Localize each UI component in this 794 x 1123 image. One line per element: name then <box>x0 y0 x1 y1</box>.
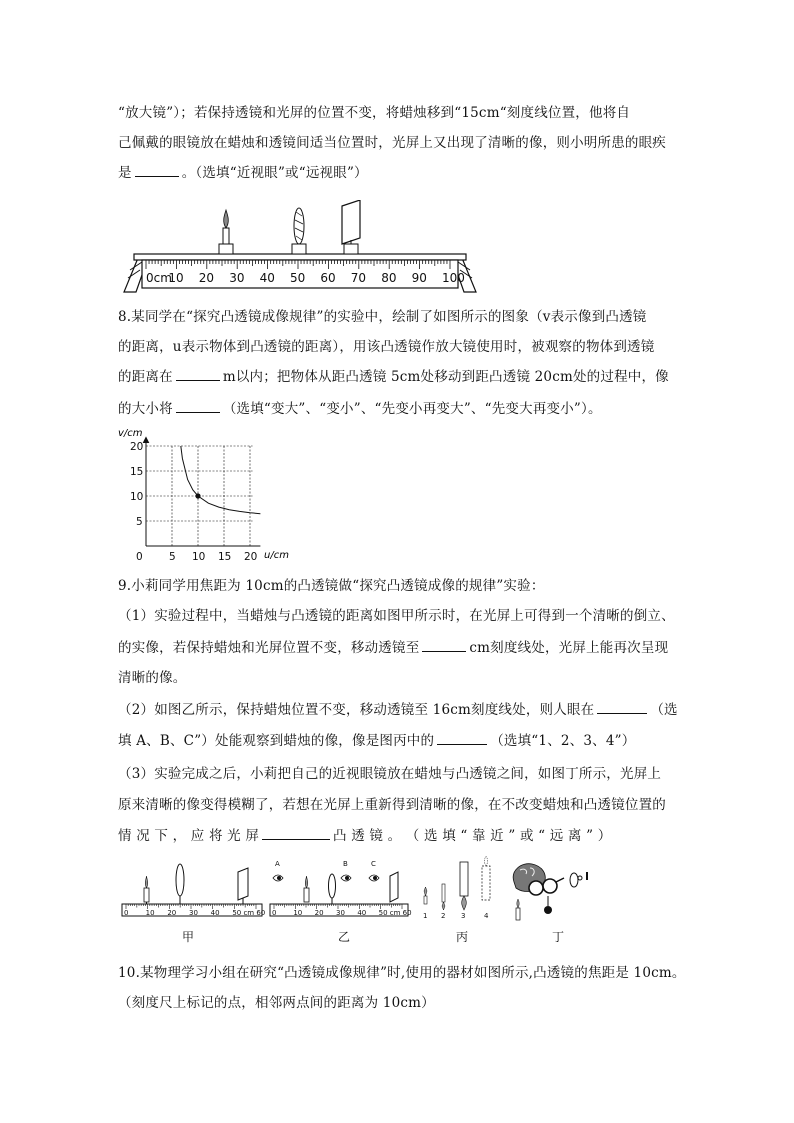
candle-icon <box>304 876 309 902</box>
q9-line6-prefix: 填 A、B、C”）处能观察到蜡烛的像，像是图丙中的 <box>118 733 435 749</box>
bench-ruler-label: 10 <box>168 271 184 285</box>
q9-text-line8: 原来清晰的像变得模糊了，若想在光屏上重新得到清晰的像，在不改变蜡烛和凸透镜位置的 <box>118 797 666 813</box>
q9-line5-suffix: （选 <box>650 702 678 718</box>
q7-text-line3 <box>118 161 368 181</box>
chart-y-tick-label: 10 <box>130 491 144 503</box>
small-ruler-label: 20 <box>314 909 324 917</box>
candle-image-2-icon <box>442 884 445 910</box>
q9-line6-suffix: （选填“1、2、3、4”） <box>490 733 636 749</box>
chart-x-axis-label: u/cm <box>264 550 289 561</box>
q9-answer-blank-2[interactable] <box>597 701 647 714</box>
convex-lens-icon <box>292 208 306 254</box>
chart-y-axis-label: v/cm <box>118 428 143 439</box>
q9-line5-prefix: （2）如图乙所示，保持蜡烛位置不变，移动透镜至 16cm刻度线处，则人眼在 <box>118 702 595 718</box>
bench-ruler-label: 30 <box>229 271 245 285</box>
eye-pupil-icon <box>345 876 349 880</box>
q9-text-line5 <box>118 698 678 718</box>
eye-pupil-icon <box>373 876 377 880</box>
light-screen-icon <box>544 896 552 914</box>
chart-series-line <box>181 446 261 514</box>
small-ruler-label: 50 cm 60 <box>232 909 266 917</box>
small-ruler-label: 30 <box>189 909 198 917</box>
convex-lens-icon <box>570 872 588 887</box>
bench-ruler-label: 70 <box>350 271 367 285</box>
q8-text-line3 <box>118 365 669 385</box>
eye-position-label: C <box>371 860 376 868</box>
light-screen-icon <box>342 200 360 254</box>
hand-holding-glasses-icon <box>513 864 564 895</box>
q8-text-line1: 8.某同学在“探究凸透镜成像规律”的实验中，绘制了如图所示的图象（v表示像到凸透镜 <box>118 309 647 325</box>
q9-answer-blank-4[interactable] <box>262 827 330 840</box>
q8-answer-blank-2[interactable] <box>176 400 220 413</box>
q9-line9-suffix: 凸 透 镜 。 （ 选 填 “ 靠 近 ” 或 “ 远 离 ” ） <box>333 828 612 844</box>
q7-line3-suffix: 。（选填“近视眼”或“远视眼”） <box>181 165 368 181</box>
q9-answer-blank-3[interactable] <box>437 732 487 745</box>
caption-bing: 丙 <box>456 930 469 944</box>
q9-text-line1: 9.小莉同学用焦距为 10cm的凸透镜做“探究凸透镜成像的规律”实验： <box>118 578 545 594</box>
eye-pupil-icon <box>277 876 281 880</box>
small-ruler-label: 20 <box>167 909 177 917</box>
q8-answer-blank-1[interactable] <box>176 368 220 381</box>
q9-answer-blank-1[interactable] <box>422 639 466 652</box>
v-u-graph <box>112 424 312 564</box>
image-option-label: 3 <box>461 912 466 920</box>
q8-line4-prefix: 的大小将 <box>118 401 173 417</box>
figure-jia <box>122 864 265 917</box>
small-ruler-label: 10 <box>145 909 155 917</box>
image-option-label: 4 <box>484 912 489 920</box>
candle-image-3-icon <box>460 862 468 910</box>
small-ruler-label: 40 <box>210 909 220 917</box>
q8-text-line2: 的距离，u表示物体到凸透镜的距离），用该凸透镜作放大镜使用时，被观察的物体到透镜 <box>118 339 655 355</box>
candle-icon <box>144 876 149 904</box>
q8-line3-suffix: m以内；把物体从距凸透镜 5cm处移动到距凸透镜 20cm处的过程中，像 <box>222 369 669 385</box>
bench-ruler-label: 80 <box>381 271 397 285</box>
figure-yi <box>270 860 412 917</box>
chart-y-tick-label: 5 <box>136 516 143 528</box>
small-ruler-label: 10 <box>293 909 303 917</box>
eye-position-label: B <box>343 860 348 868</box>
chart-x-tick-label: 0 <box>136 551 143 563</box>
eye-position-label: A <box>275 860 280 868</box>
candle-image-1-icon <box>424 887 427 904</box>
figure-bing <box>423 856 490 920</box>
chart-marked-point <box>195 493 200 498</box>
optical-bench-figure <box>120 200 480 296</box>
q9-text-line4: 清晰的像。 <box>118 670 187 686</box>
bench-ruler-label: 60 <box>320 271 336 285</box>
chart-y-arrow <box>144 438 149 443</box>
bench-ruler-label: 90 <box>411 271 427 285</box>
chart-x-tick-label: 20 <box>244 551 258 563</box>
q9-text-line6 <box>118 729 635 749</box>
bench-ruler-label: 20 <box>198 271 215 285</box>
bench-ruler-label: 40 <box>259 271 275 285</box>
candle-image-4-icon <box>482 856 490 900</box>
small-ruler-label: 0 <box>272 909 277 917</box>
chart-y-tick-label: 20 <box>130 441 144 453</box>
chart-x-tick-label: 5 <box>169 551 176 563</box>
light-screen-icon <box>390 872 398 902</box>
caption-yi: 乙 <box>338 930 351 944</box>
bench-ruler-label: 0cm <box>146 271 172 285</box>
chart-y-tick-label: 15 <box>130 466 144 478</box>
small-ruler-label: 30 <box>336 909 345 917</box>
q9-text-line9 <box>118 824 611 844</box>
q8-line4-suffix: （选填“变大”、“变小”、“先变小再变大”、“先变大再变小”）。 <box>222 401 602 417</box>
q10-text-line2: （刻度尺上标记的点，相邻两点间的距离为 10cm） <box>118 995 435 1011</box>
q9-line3-prefix: 的实像，若保持蜡烛和光屏位置不变，移动透镜至 <box>118 640 420 656</box>
q9-text-line3 <box>118 636 668 656</box>
q7-answer-blank[interactable] <box>135 164 179 177</box>
bench-ruler-label: 50 <box>290 271 306 285</box>
q9-line3-suffix: cm刻度线处，光屏上能再次呈现 <box>469 640 669 656</box>
small-ruler-label: 40 <box>357 909 367 917</box>
convex-lens-icon <box>176 864 184 904</box>
image-option-label: 2 <box>441 912 446 920</box>
candle-icon <box>219 210 233 254</box>
q7-text-line2: 己佩戴的眼镜放在蜡烛和透镜间适当位置时，光屏上又出现了清晰的像，则小明所患的眼疾 <box>118 135 666 151</box>
chart-x-tick-label: 10 <box>192 551 206 563</box>
small-ruler-label: 0 <box>124 909 129 917</box>
q7-text-line1: “放大镜”）；若保持透镜和光屏的位置不变，将蜡烛移到“15cm“刻度线位置，他将自 <box>118 105 631 121</box>
figure-ding <box>513 864 588 920</box>
q7-line3-prefix: 是 <box>118 165 132 181</box>
small-ruler-label: 50 cm 60 <box>378 909 412 917</box>
bench-ruler-label: 100 <box>442 271 465 285</box>
q10-text-line1: 10.某物理学习小组在研究“凸透镜成像规律”时,使用的器材如图所示,凸透镜的焦距是 10cm。 <box>118 965 686 981</box>
q8-text-line4 <box>118 397 602 417</box>
q9-text-line7: （3）实验完成之后，小莉把自己的近视眼镜放在蜡烛与凸透镜之间，如图丁所示，光屏上 <box>118 766 662 782</box>
caption-jia: 甲 <box>182 930 195 944</box>
candle-icon <box>516 899 520 920</box>
chart-x-tick-label: 15 <box>218 551 232 563</box>
image-option-label: 1 <box>423 912 428 920</box>
q8-line3-prefix: 的距离在 <box>118 369 173 385</box>
convex-lens-icon <box>329 874 336 904</box>
q9-text-line2: （1）实验过程中，当蜡烛与凸透镜的距离如图甲所示时，在光屏上可得到一个清晰的倒立、 <box>118 608 675 624</box>
caption-ding: 丁 <box>552 930 565 944</box>
q9-line9-prefix: 情 况 下 ， 应 将 光 屏 <box>118 828 260 844</box>
light-screen-icon <box>238 868 248 904</box>
